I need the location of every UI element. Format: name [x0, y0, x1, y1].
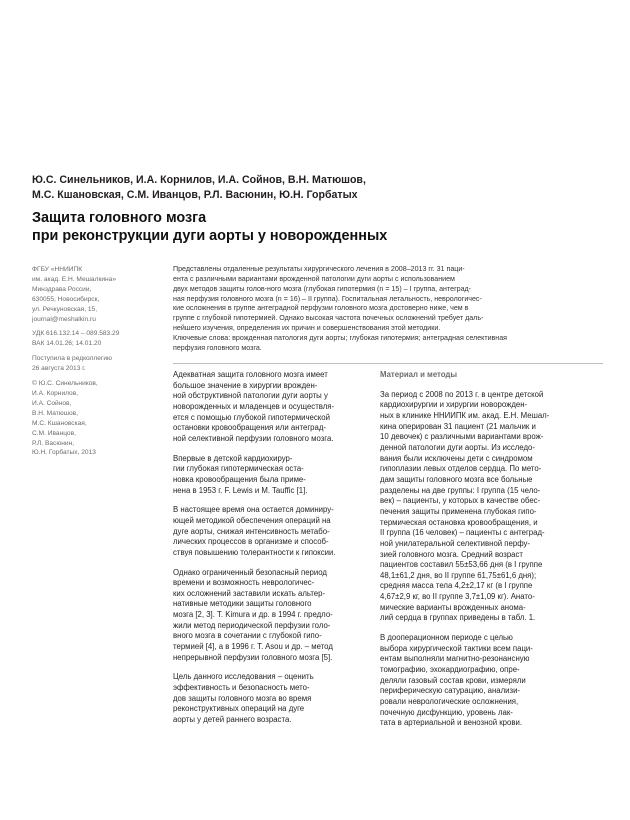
text-line: пациентов составил 55±53,66 дня (в I группе	[380, 560, 543, 570]
abstract	[173, 265, 603, 354]
title-line: Защита головного мозга	[32, 210, 207, 226]
text-line: Цель данного исследования – оценить	[173, 672, 314, 682]
text-line: ровали неврологические осложнения,	[380, 697, 519, 707]
title-line: при реконструкции дуги аорты у новорожденных	[32, 227, 388, 244]
copyright-line: Р.Л. Васюнин,	[32, 439, 75, 447]
abstract-line: кие осложнения в группе антеградной перфузии головного мозга достоверно ниже, чем в	[173, 304, 469, 313]
text-line: реконструктивных операций на дуге	[173, 704, 305, 714]
abstract-line: Представлены отдаленные результаты хирургического лечения в 2008–2013 гг. 31 паци-	[173, 265, 465, 273]
text-line: вания были исключены дети с синдромом	[380, 453, 533, 463]
text-line: дуге аорты, снижая интенсивность метабо-	[173, 526, 330, 536]
text-line: мические варианты врожденных анома-	[380, 602, 526, 612]
text-line: 48,1±61,2 дня, во II группе 61,75±61,6 дня);	[380, 570, 537, 580]
text-line: денной патологии дуги аорты. Из исследо-	[380, 442, 535, 452]
affiliation	[32, 265, 160, 324]
keywords-line: перфузия головного мозга.	[173, 343, 262, 352]
text-line: В настоящее время она остается доминиру-	[173, 505, 334, 515]
affiliation-line: ФГБУ «ННИИПК	[32, 266, 83, 273]
text-line: почечную дисфункцию, уровень лак-	[380, 707, 513, 717]
abstract-divider	[173, 363, 603, 364]
text-line: томографию, эхокардиографию, опре-	[380, 665, 520, 675]
paragraph	[173, 505, 373, 558]
text-line: большое значение в хирургии врожден-	[173, 380, 318, 390]
text-line: Впервые в детской кардиохирур-	[173, 453, 293, 463]
text-line: эффективность и безопасность мето-	[173, 683, 310, 693]
text-line: мозга [2, 3]. T. Kimura и др. в 1994 г. предло-	[173, 610, 333, 620]
text-line: времени и возможность неврологичес-	[173, 578, 315, 588]
text-line: печения защиты применена глубокая гипо-	[380, 506, 537, 516]
affiliation-line: им. акад. Е.Н. Мешалкина»	[32, 275, 116, 283]
abstract-line: нейшего изучения, определения их причин и совершенствования этой методики.	[173, 324, 441, 333]
affiliation-line: ул. Речкуновская, 15,	[32, 305, 98, 313]
text-line: вного мозга в сочетании с глубокой гипо-	[173, 631, 322, 641]
text-line: ной унилатеральной селективной перфу-	[380, 538, 531, 548]
text-line: Адекватная защита головного мозга имеет	[173, 370, 328, 379]
udc-code: УДК 616.132.14 – 089.583.29	[32, 330, 120, 338]
text-line: разделены на две группы: I группа (15 чело-	[380, 485, 541, 495]
copyright-line: Ю.Н. Горбатых, 2013	[32, 449, 96, 457]
text-line: средняя масса тела 4,2±2,17 кг (в I группе	[380, 581, 533, 591]
copyright-line: М.С. Кшановская,	[32, 419, 87, 427]
text-line: термическая остановка кровообращения, и	[380, 517, 538, 527]
text-line: ной селективной перфузии головного мозга.	[173, 433, 334, 443]
text-line: новка кровообращения была приме-	[173, 474, 306, 484]
text-line: В дооперационном периоде с целью	[380, 633, 513, 643]
text-line: непрерывной перфузии головного мозга [5].	[173, 652, 333, 662]
paragraph	[173, 454, 373, 497]
text-line: ной обструктивной патологии дуги аорты у	[173, 391, 328, 401]
text-line: нативные методики защиты головного	[173, 599, 312, 609]
text-line: периферическую сатурацию, анализи-	[380, 686, 521, 696]
text-line: век) – пациенты, у которых в качестве обес-	[380, 496, 541, 506]
text-line: ких осложнений заставили искать альтер-	[173, 588, 326, 598]
text-line: За период с 2008 по 2013 г. в центре детской	[380, 389, 544, 399]
section-heading: Материал и методы	[380, 370, 458, 379]
text-line: ется с помощью глубокой гипотермической	[173, 412, 330, 422]
body-column-left	[173, 370, 373, 735]
abstract-line: ная перфузия головного мозга (n = 16) – II группа). Госпитальная летальность, неврологичес-	[173, 294, 482, 303]
affiliation-line: Минздрава России,	[32, 285, 92, 293]
copyright-line: © Ю.С. Синельников,	[32, 380, 98, 388]
paragraph	[173, 672, 373, 725]
text-line: ющей методикой обеспечения операций на	[173, 515, 331, 525]
text-line: дов защиты головного мозга во время	[173, 693, 312, 703]
text-line: ных в клинике ННИИПК им. акад. Е.Н. Мешал-	[380, 410, 550, 420]
received-line: Поступила в редколлегию	[32, 355, 112, 363]
affiliation-email: journal@meshalkin.ru	[32, 315, 96, 323]
text-line: кардиохирургии и хирургии новорожден-	[380, 400, 528, 410]
received-line: 26 августа 2013 г.	[32, 365, 86, 373]
keywords-line: Ключевые слова: врожденная патология дуги аорты; глубокая гипотермия; антеградная селективная	[173, 333, 508, 342]
text-line: гии глубокая гипотермическая оста-	[173, 464, 304, 474]
text-line: жили метод периодической перфузии голо-	[173, 620, 331, 630]
article-sidebar	[32, 265, 160, 463]
author-line: М.С. Кшановская, С.М. Иванцов, Р.Л. Васюнин, Ю.Н. Горбатых	[32, 188, 358, 201]
text-line: ствуя повышению толерантности к гипоксии.	[173, 547, 336, 557]
text-line: новорожденных и младенцев и осуществля-	[173, 401, 335, 411]
text-line: выбора хирургической тактики всем паци-	[380, 643, 533, 653]
text-line: кина оперирован 31 пациент (21 мальчик и	[380, 421, 536, 431]
text-line: дам защиты головного мозга все больные	[380, 474, 533, 484]
text-line: зией головного мозга. Средний возраст	[380, 549, 523, 559]
text-line: 4,67±2,9 кг, во II группе 3,7±1,09 кг). Анато-	[380, 592, 535, 602]
text-line: Однако ограниченный безопасный период	[173, 567, 327, 577]
text-line: ентам выполняли магнитно-резонансную	[380, 654, 530, 664]
copyright-line: В.Н. Матюшов,	[32, 409, 79, 417]
paragraph	[173, 568, 373, 664]
affiliation-line: 630055, Новосибирск,	[32, 295, 100, 303]
text-line: деляли газовый состав крови, измеряли	[380, 675, 526, 685]
text-line: гипоплазии левых отделов сердца. По мето-	[380, 464, 542, 474]
text-line: 10 девочек) с различными вариантами врож-	[380, 432, 544, 442]
author-line: Ю.С. Синельников, И.А. Корнилов, И.А. Сойнов, В.Н. Матюшов,	[32, 174, 366, 186]
abstract-line: двух методов защиты голов-ного мозга (глубокая гипотермия (n = 15) – I группа, антеград-	[173, 284, 472, 293]
text-line: аорты у детей раннего возраста.	[173, 715, 292, 725]
author-list	[32, 173, 602, 202]
copyright-line: И.А. Корнилов,	[32, 389, 79, 397]
copyright	[32, 379, 160, 458]
paragraph	[380, 390, 605, 624]
text-line: лий сердца в группах приведены в табл. 1.	[380, 613, 536, 623]
text-line: термией [4], а в 1996 г. T. Asou и др. – метод	[173, 642, 333, 652]
abstract-line: ента с различными вариантами врожденной патологии дуги аорты с использованием	[173, 274, 455, 283]
received-date	[32, 354, 160, 374]
text-line: тата в артериальной и венозной крови.	[380, 718, 523, 728]
text-line: нена в 1953 г. F. Lewis и M. Tauffic [1].	[173, 485, 308, 495]
body-column-right	[380, 370, 605, 738]
paragraph	[380, 633, 605, 729]
paragraph	[173, 370, 373, 445]
copyright-line: С.М. Иванцов,	[32, 429, 76, 437]
text-line: остановки кровообращения или антеград-	[173, 423, 326, 433]
vak-code: ВАК 14.01.26; 14.01.20	[32, 340, 102, 348]
article-title	[32, 210, 602, 245]
copyright-line: И.А. Сойнов,	[32, 399, 72, 407]
text-line: II группа (16 человек) – пациенты с антеград-	[380, 528, 545, 538]
text-line: лических процессов в организме и способ-	[173, 537, 329, 547]
classification-codes	[32, 329, 160, 349]
abstract-line: группе с глубокой гипотермией. Однако высокая частота почечных осложнений требует даль-	[173, 314, 484, 323]
